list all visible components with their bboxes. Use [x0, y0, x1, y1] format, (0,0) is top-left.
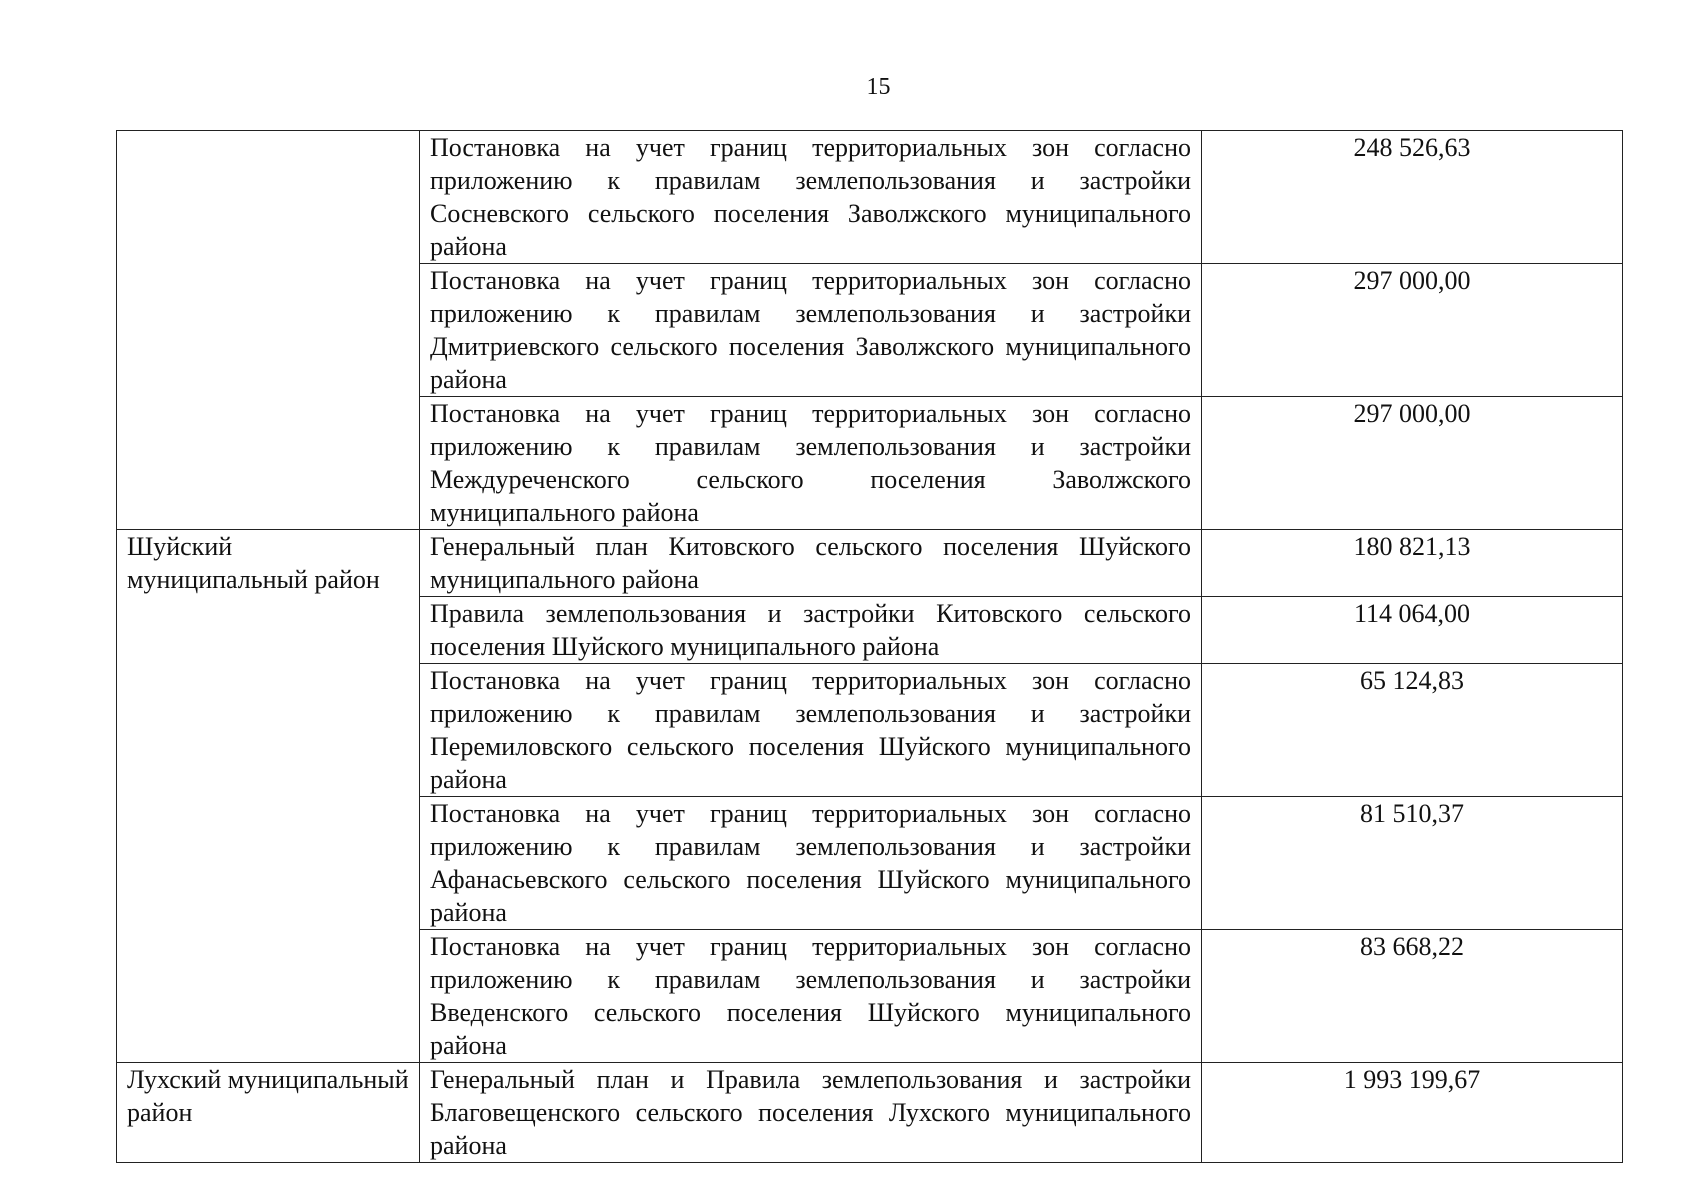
table-row — [117, 1063, 1623, 1163]
description-cell: Постановка на учет границ территориальных зон согласно приложению к правилам землепользования и застройки Сосневского сельского поселения Заволжского муниципального района — [420, 131, 1202, 264]
amount-cell: 180 821,13 — [1202, 530, 1623, 597]
district-cell: Шуйский муниципальный район — [117, 530, 420, 1063]
district-cell-empty — [117, 131, 420, 530]
amount-cell: 248 526,63 — [1202, 131, 1623, 264]
funding-table — [116, 130, 1623, 1163]
description-cell: Правила землепользования и застройки Китовского сельского поселения Шуйского муниципального района — [420, 597, 1202, 664]
description-cell: Генеральный план и Правила землепользования и застройки Благовещенского сельского поселения Лухского муниципального района — [420, 1063, 1202, 1163]
table-row — [117, 131, 1623, 264]
description-cell: Постановка на учет границ территориальных зон согласно приложению к правилам землепользования и застройки Перемиловского сельского поселения Шуйского муниципального района — [420, 664, 1202, 797]
description-cell: Генеральный план Китовского сельского поселения Шуйского муниципального района — [420, 530, 1202, 597]
amount-cell: 1 993 199,67 — [1202, 1063, 1623, 1163]
description-cell: Постановка на учет границ территориальных зон согласно приложению к правилам землепользования и застройки Введенского сельского поселения Шуйского муниципального района — [420, 930, 1202, 1063]
amount-cell: 83 668,22 — [1202, 930, 1623, 1063]
description-cell: Постановка на учет границ территориальных зон согласно приложению к правилам землепользования и застройки Афанасьевского сельского поселения Шуйского муниципального района — [420, 797, 1202, 930]
amount-cell: 65 124,83 — [1202, 664, 1623, 797]
amount-cell: 297 000,00 — [1202, 397, 1623, 530]
amount-cell: 81 510,37 — [1202, 797, 1623, 930]
description-cell: Постановка на учет границ территориальных зон согласно приложению к правилам землепользования и застройки Междуреченского сельского поселения Заволжского муниципального района — [420, 397, 1202, 530]
page-number: 15 — [866, 74, 891, 100]
description-cell: Постановка на учет границ территориальных зон согласно приложению к правилам землепользования и застройки Дмитриевского сельского поселения Заволжского муниципального района — [420, 264, 1202, 397]
district-cell: Лухский муниципальный район — [117, 1063, 420, 1163]
table-row — [117, 530, 1623, 597]
amount-cell: 114 064,00 — [1202, 597, 1623, 664]
amount-cell: 297 000,00 — [1202, 264, 1623, 397]
